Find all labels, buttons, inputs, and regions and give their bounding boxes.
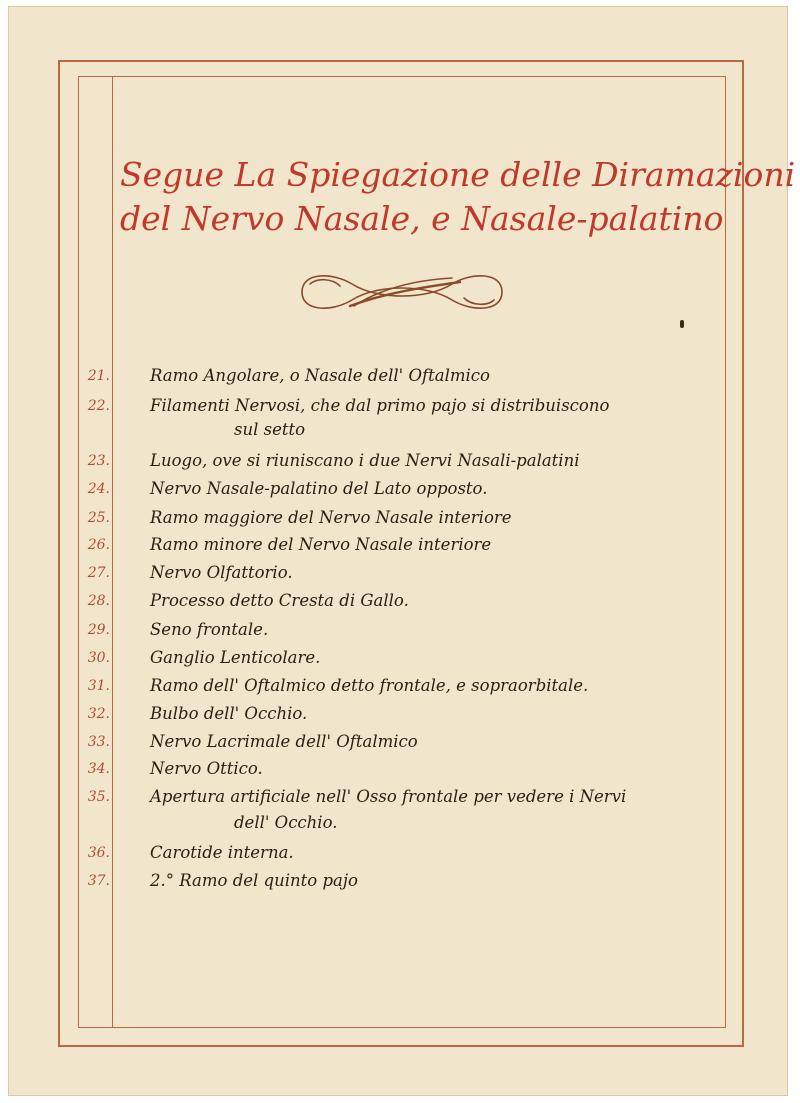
list-item: [0, 701, 800, 727]
item-number: 36.: [87, 845, 110, 861]
item-number: 21.: [87, 368, 110, 384]
list-item: [0, 673, 800, 699]
list-item-continuation: [0, 417, 800, 443]
title-line-1: Segue La Spiegazione delle Diramazioni: [120, 155, 796, 194]
list-item: [0, 756, 800, 782]
list-item: [0, 729, 800, 755]
list-item: [0, 393, 800, 419]
ink-blot: [680, 320, 684, 328]
item-number: 32.: [87, 706, 110, 722]
list-item: [0, 505, 800, 531]
item-text: Nervo Ottico.: [150, 759, 263, 778]
item-text: Seno frontale.: [150, 620, 269, 639]
item-number: 30.: [87, 650, 110, 666]
list-item: [0, 840, 800, 866]
calligraphic-flourish-ornament: [292, 262, 512, 322]
item-number: 35.: [87, 789, 110, 805]
list-item: [0, 868, 800, 894]
item-number: 27.: [87, 565, 110, 581]
item-text-continuation: dell' Occhio.: [234, 813, 338, 832]
item-text: Luogo, ove si riuniscano i due Nervi Nasali-palatini: [150, 451, 580, 470]
item-number: 24.: [87, 481, 110, 497]
item-text: Ramo dell' Oftalmico detto frontale, e sopraorbitale.: [150, 676, 589, 695]
item-text-continuation: sul setto: [234, 420, 306, 439]
item-number: 28.: [87, 593, 110, 609]
item-text: Processo detto Cresta di Gallo.: [150, 591, 409, 610]
item-text: Apertura artificiale nell' Osso frontale per vedere i Nervi: [150, 787, 627, 806]
item-text: Nervo Olfattorio.: [150, 563, 293, 582]
list-item: [0, 617, 800, 643]
list-item: [0, 645, 800, 671]
item-number: 31.: [87, 678, 110, 694]
list-item: [0, 532, 800, 558]
list-item-continuation: [0, 810, 800, 836]
item-number: 29.: [87, 622, 110, 638]
title-line-2: del Nervo Nasale, e Nasale-palatino: [120, 199, 724, 238]
list-item: [0, 476, 800, 502]
item-text: Ramo Angolare, o Nasale dell' Oftalmico: [150, 366, 490, 385]
item-number: 22.: [87, 398, 110, 414]
item-text: Bulbo dell' Occhio.: [150, 704, 308, 723]
item-text: Nervo Nasale-palatino del Lato opposto.: [150, 479, 488, 498]
item-number: 25.: [87, 510, 110, 526]
item-text: Filamenti Nervosi, che dal primo pajo si distribuiscono: [150, 396, 610, 415]
item-text: Carotide interna.: [150, 843, 294, 862]
list-item: [0, 560, 800, 586]
list-item: [0, 784, 800, 810]
item-number: 37.: [87, 873, 110, 889]
list-item: [0, 363, 800, 389]
item-number: 34.: [87, 761, 110, 777]
item-number: 26.: [87, 537, 110, 553]
item-text: Ramo maggiore del Nervo Nasale interiore: [150, 508, 512, 527]
item-number: 23.: [87, 453, 110, 469]
item-text: 2.° Ramo del quinto pajo: [150, 871, 358, 890]
item-number: 33.: [87, 734, 110, 750]
item-text: Ganglio Lenticolare.: [150, 648, 321, 667]
list-item: [0, 588, 800, 614]
list-item: [0, 448, 800, 474]
item-text: Nervo Lacrimale dell' Oftalmico: [150, 732, 418, 751]
item-text: Ramo minore del Nervo Nasale interiore: [150, 535, 492, 554]
